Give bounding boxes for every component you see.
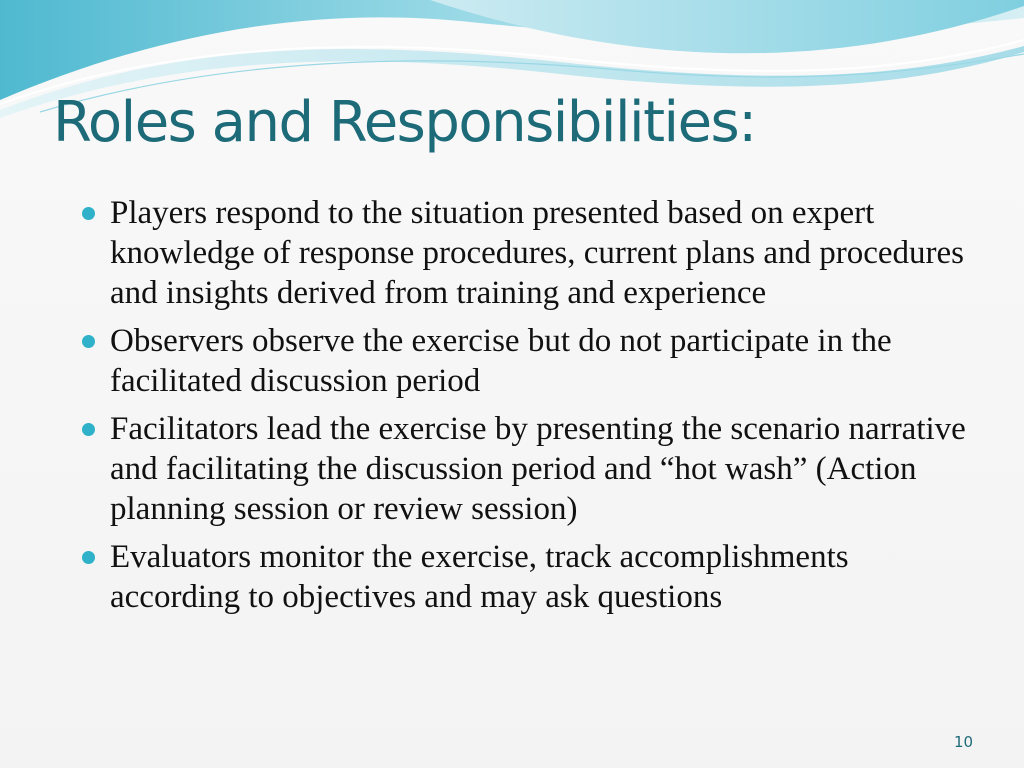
bullet-item-observers <box>78 321 978 401</box>
bullet-item-evaluators <box>78 537 978 617</box>
page-number: 10 <box>954 733 974 751</box>
bullet-text: Observers observe the exercise but do not participate in the facilitated discussion period <box>110 323 892 399</box>
bullet-dot-icon <box>82 551 95 564</box>
bullet-dot-icon <box>82 423 95 436</box>
bullet-item-facilitators <box>78 409 978 529</box>
bullet-text: Evaluators monitor the exercise, track accomplishments according to objectives and may ask questions <box>110 539 849 615</box>
bullet-list <box>78 193 978 625</box>
bullet-dot-icon <box>82 335 95 348</box>
bullet-item-players <box>78 193 978 313</box>
bullet-text: Facilitators lead the exercise by presenting the scenario narrative and facilitating the discussion period and “hot wash” (Action planning session or review session) <box>110 411 966 527</box>
slide-title: Roles and Responsibilities: <box>53 90 756 155</box>
bullet-dot-icon <box>82 207 95 220</box>
bullet-text: Players respond to the situation presented based on expert knowledge of response procedures, current plans and procedures and insights derived from training and experience <box>110 195 965 311</box>
